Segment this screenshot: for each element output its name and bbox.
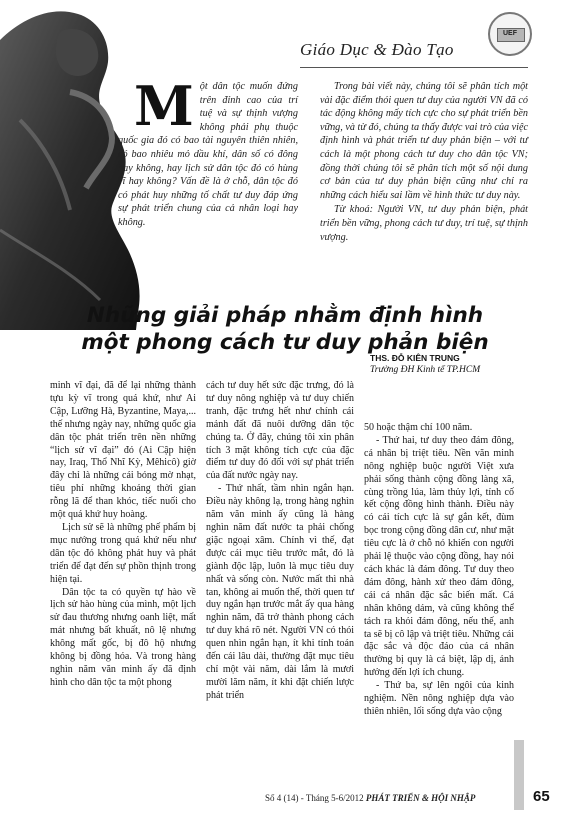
body-column-3: [364, 422, 514, 719]
university-logo: [488, 12, 532, 56]
drop-cap: M: [134, 74, 194, 138]
paragraph: minh vĩ đại, đã để lại những thành tựu kỳ vĩ trong quá khứ, như Ai Cập, Lưỡng Hà, Byzantine, Maya,... thế nhưng ngày nay, những quốc gia dân tộc phát triển trên nền những “lịch sử vĩ đại” đó (Ai Cập hiện nay, Iraq, Thổ Nhĩ Kỳ, Mêhicô) giờ đây chỉ là những cái bóng mờ nhạt, tiêu phí những khoảng thời gian rỗng lã để than khóc, tiếc nuối cho một quá khứ huy hoàng.: [50, 380, 196, 521]
body-column-1: [50, 380, 196, 690]
paragraph: Dân tộc ta có quyền tự hào về lịch sử hào hùng của mình, một lịch sử đau thương nhưng oanh liệt, mất mát nhưng bất khuất, nô lệ nhưng không mất gốc, bị đô hộ nhưng không bị đồng hóa. Và trong hàng nghìn năm văn minh ấy đã định hình cho dân tộc ta một phong: [50, 586, 196, 688]
abstract-left: [118, 74, 298, 230]
abstract-right: [320, 80, 528, 244]
issue-info: Số 4 (14) - Tháng 5-6/2012: [265, 793, 364, 803]
section-heading: Giáo Dục & Đào Tạo: [300, 40, 454, 59]
paragraph: cách tư duy hết sức đặc trưng, đó là tư duy nông nghiệp và tư duy chiến tranh, đặc trưng hết như chính cái mảnh đất đã nuôi dưỡng dân tộc chúng ta. Ở đây, chúng tôi xin phân tích 3 mặt không tích cực của đặc điểm tư duy đó đối với sự phát triển của đất nước ngày nay.: [206, 380, 354, 482]
paragraph: Lịch sử sẽ là những phế phẩm bị mục nướng trong quá khứ nếu như dân tộc đó không phát huy và phát triển để đạt đến sự phồn thịnh trong hiện tại.: [50, 521, 196, 585]
author-affiliation: Trường ĐH Kinh tế TP.HCM: [370, 365, 481, 375]
paragraph: - Thứ nhất, tầm nhìn ngắn hạn. Điều này không lạ, trong hàng nghìn năm văn minh ấy cũng là hàng nghìn năm đất nước ta phải chống giặc ngoại xâm. Chính vì thế, đạt được cái mục tiêu trước mắt, đó là giành độc lập, luôn là mục tiêu duy nhất và sống còn. Nước mất thì nhà tan, không ai muốn thế, thời quen tư duy ngắn hạn trước mắt ấy qua hàng nghìn năm, đã trở thành phong cách tư duy khá rõ nét. Người VN có thói quen nhìn ngắn hạn, ít khi tính toán đến cái lâu dài, thường đặt mục tiêu chỉ một vài năm, dài lắm là mươi mười lăm năm, ít khi đặt chiến lược phát triển: [206, 483, 354, 701]
paragraph: - Thứ hai, tư duy theo đám đông, cá nhân bị triệt tiêu. Nền văn minh nông nghiệp buộc người Việt xưa phải sống thành cộng đồng làng xã, cùng trồng lúa, làm thủy lợi, tính cố kết cộng đồng hình thành. Điều này có cái tích cực là sự gắn kết, đùm bọc trong cộng đồng dân cư, như mặt tiêu cực là ở chỗ nó khiến con người phải lệ thuộc vào cộng đồng, hay nói cách khác là đám đông. Tư duy theo đám đông, hành xử theo đám đông, cái cá nhân đặc sắc biến mất. Cá nhân không dám, và cũng không thể tách ra khỏi đám đông, nếu thế, anh ta sẽ bị cô lập và triệt tiêu. Những cái đặc sắc và độc đáo của cá nhân thường bị quy là cá biệt, lập dị, ảnh hưởng đến lợi ích chung.: [364, 434, 514, 679]
title-line-2: một phong cách tư duy phản biện: [81, 330, 489, 355]
paragraph: 50 hoặc thậm chí 100 năm.: [364, 422, 473, 433]
page-footer: [265, 793, 525, 803]
header-rule: [300, 67, 528, 68]
abstract-summary: Trong bài viết này, chúng tôi sẽ phân tích một vài đặc điểm thói quen tư duy của người VN đã có tác động không mấy tích cực cho sự phát triển bền vững, và từ đó, chúng ta thấy được vai trò của việc định hình và phát triển tư duy phản biện – với tư cách là một phong cách tư duy cho dân tộc VN; đồng thời chúng tôi sẽ phân tích một số nội dung cơ bản của tư duy phản biện cũng như chỉ ra những cách hiểu sai lầm về hình thức tư duy này.: [320, 81, 528, 201]
article-title: [40, 302, 530, 356]
title-line-1: Những giải pháp nhằm định hình: [86, 303, 484, 328]
keywords: Từ khoá: Người VN, tư duy phản biện, phát triển bền vững, phong cách tư duy, trí tuệ, sự thịnh vượng.: [320, 204, 528, 243]
body-column-2: [206, 380, 354, 703]
page-number: 65: [533, 788, 550, 805]
abstract-intro-text: ột dân tộc muốn đứng trên đỉnh cao của trí tuệ và sự thịnh vượng không phải phụ thuộc quốc gia đó có bao tài nguyên thiên nhiên, có bao nhiêu mỏ dầu khí, dân số có đông hay không, hay lịch sử dân tộc đó có hùng vĩ hay không? Vấn đề là ở chỗ, dân tộc đó có phát huy những tố chất tư duy đáp ứng sự phát triển chung của cả nhân loại hay không.: [118, 81, 298, 228]
paragraph: - Thứ ba, sự lên ngôi của kinh nghiệm. Nền nông nghiệp dựa vào thiên nhiên, lối sống dựa vào cộng: [364, 680, 514, 717]
author-name: THS. ĐỖ KIÊN TRUNG: [370, 353, 460, 363]
logo-text: UEF: [503, 30, 517, 37]
magazine-name: PHÁT TRIỂN & HỘI NHẬP: [365, 793, 476, 803]
